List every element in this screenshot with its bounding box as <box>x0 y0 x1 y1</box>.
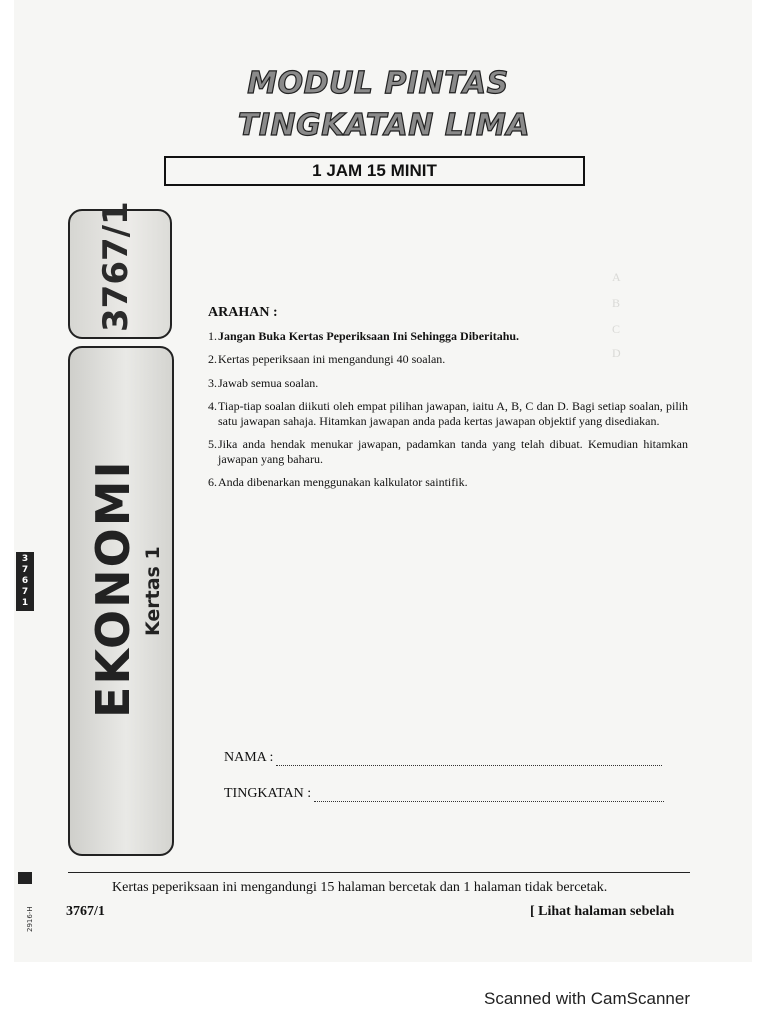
name-input-line[interactable] <box>276 755 662 766</box>
instruction-text: Jawab semua soalan. <box>218 375 319 390</box>
name-field[interactable] <box>224 750 662 766</box>
bleed-through-mark: B <box>612 296 621 310</box>
instruction-number: 1. <box>208 328 217 343</box>
instruction-number: 3. <box>208 375 217 390</box>
side-code-tab <box>16 552 34 611</box>
instructions-heading: ARAHAN : <box>208 305 278 320</box>
registration-mark <box>18 872 32 884</box>
instruction-text: Anda dibenarkan menggunakan kalkulator saintifik. <box>218 475 468 489</box>
subject-title: EKONOMI <box>86 459 140 718</box>
instructions <box>208 306 688 499</box>
instruction-item <box>208 329 688 344</box>
paper-number: Kertas 1 <box>142 546 164 636</box>
bleed-through-mark: D <box>612 346 621 360</box>
page-count-note: Kertas peperiksaan ini mengandungi 15 halaman bercetak dan 1 halaman tidak bercetak. <box>112 880 608 895</box>
title-line-1: MODUL PINTAS <box>247 66 509 101</box>
side-code-digit: 3 <box>21 554 29 564</box>
next-page-note: [ Lihat halaman sebelah <box>530 904 675 919</box>
instruction-number: 5. <box>208 437 217 451</box>
instruction-item <box>208 399 688 428</box>
footer-paper-code: 3767/1 <box>66 904 105 919</box>
side-code-digit: 7 <box>21 565 29 575</box>
name-label: NAMA : <box>224 750 274 765</box>
instruction-number: 2. <box>208 352 217 366</box>
side-code-digit: 6 <box>21 576 29 586</box>
paper-code-label: 3767/1 <box>96 201 136 332</box>
instruction-text: Jangan Buka Kertas Peperiksaan Ini Sehingga Diberitahu. <box>218 328 520 343</box>
class-input-line[interactable] <box>314 791 664 802</box>
instruction-text: Tiap-tiap soalan diikuti oleh empat pilihan jawapan, iaitu A, B, C dan D. Bagi setiap soalan, pilih satu jawapan sahaja. Hitamkan jawapan anda pada kertas jawapan objektif yang disediakan. <box>218 399 688 428</box>
side-code-digit: 7 <box>21 587 29 597</box>
side-code-digit: 1 <box>21 598 29 608</box>
bleed-through-mark: C <box>612 322 621 336</box>
title-line-2: TINGKATAN LIMA <box>237 108 531 143</box>
footer-divider <box>68 872 690 873</box>
instruction-item <box>208 352 688 367</box>
serial-number: 2916-H <box>26 906 34 932</box>
class-label: TINGKATAN : <box>224 786 312 801</box>
instruction-text: Kertas peperiksaan ini mengandungi 40 soalan. <box>218 352 446 366</box>
instruction-number: 6. <box>208 475 217 489</box>
instruction-item <box>208 376 688 391</box>
instruction-item <box>208 475 688 490</box>
instruction-number: 4. <box>208 399 217 413</box>
bleed-through-mark: A <box>612 270 621 284</box>
duration-box <box>164 156 585 186</box>
instruction-text: Jika anda hendak menukar jawapan, padamkan tanda yang telah dibuat. Kemudian hitamkan jawapan yang baharu. <box>218 437 688 466</box>
duration-text: 1 JAM 15 MINIT <box>312 161 437 180</box>
class-field[interactable] <box>224 786 664 802</box>
instruction-item <box>208 437 688 466</box>
scanner-watermark: Scanned with CamScanner <box>483 989 690 1008</box>
